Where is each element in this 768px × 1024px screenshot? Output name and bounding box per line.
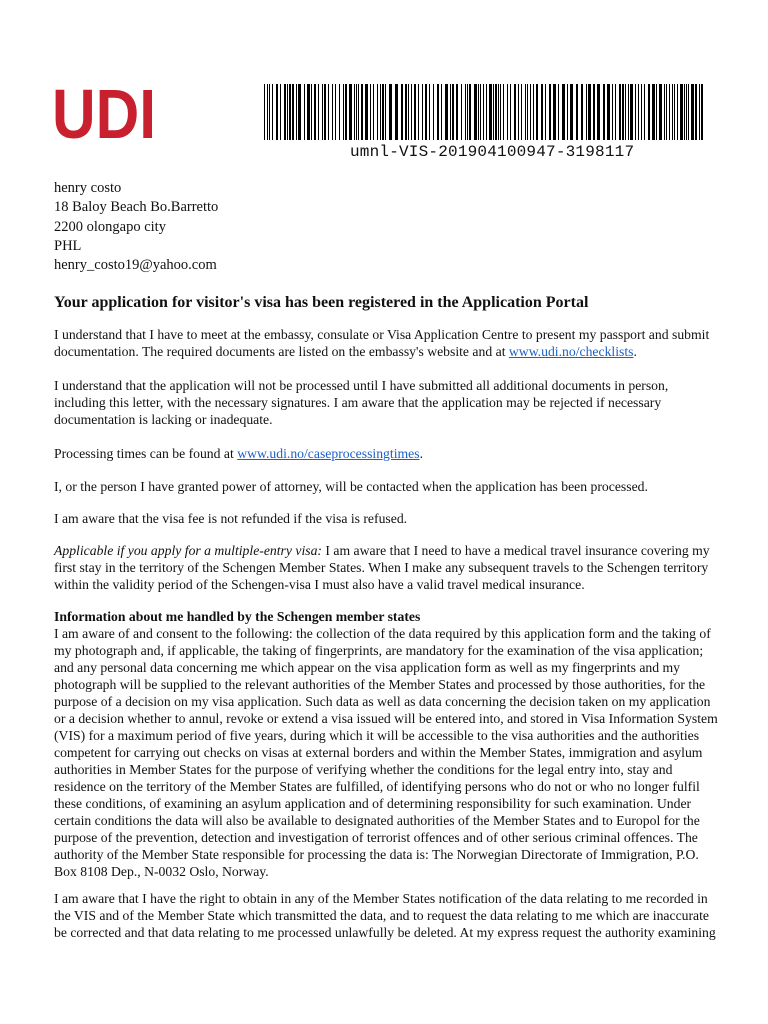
barcode-bar [638,84,639,140]
barcode-bar [622,84,624,140]
barcode-bar [289,84,291,140]
barcode-bar [586,84,587,140]
barcode-bar [686,84,687,140]
barcode-bar [588,84,591,140]
barcode-bar [641,84,642,140]
barcode-bar [264,84,265,140]
barcode-bar [672,84,673,140]
barcode-bar [287,84,288,140]
barcode-bar [425,84,427,140]
barcode-bar [581,84,583,140]
barcode-bar [373,84,374,140]
barcode-bar [518,84,519,140]
barcode-bar [452,84,454,140]
barcode-bar [343,84,344,140]
barcode-bar [493,84,494,140]
recipient-street: 18 Baloy Beach Bo.Barretto [54,199,219,216]
letter-body [54,179,720,940]
barcode-bar [695,84,697,140]
barcode-bar [558,84,559,140]
barcode-bar [361,84,363,140]
barcode-bar [269,84,270,140]
barcode-bar [445,84,448,140]
recipient-email: henry_costo19@yahoo.com [54,257,217,274]
paragraph-insurance: Applicable if you apply for a multiple-entry visa: I am aware that I need to have a medical travel insurance covering my first stay in the territory of the Schengen Member States. When I make any subsequent travels to the Schengen territory within the validity period of the Schengen-visa I must also have a valid travel medical insurance. [54,543,710,592]
checklists-link[interactable]: www.udi.no/checklists [508,344,634,359]
barcode-bar [429,84,430,140]
barcode-bar [405,84,407,140]
barcode-bar [688,84,689,140]
barcode-bar [533,84,534,140]
barcode-bar [467,84,468,140]
recipient-name: henry costo [54,180,122,196]
recipient-city: 2200 olongapo city [54,218,166,235]
barcode-bar [307,84,310,140]
barcode-bar [498,84,499,140]
barcode-bar [328,84,329,140]
paragraph-processing: I understand that the application will not be processed until I have submitted all additional documents in person, including this letter, with the necessary signatures. I am aware that the application may be rejected if necessary documentation is lacking or inadequate. [54,378,669,427]
barcode-bar [296,84,297,140]
barcode-bar [377,84,378,140]
barcode-bar [541,84,543,140]
barcode-bar [597,84,600,140]
paragraph-contact: I, or the person I have granted power of attorney, will be contacted when the application has been processed. [54,479,648,494]
barcode-bar [339,84,340,140]
barcode-bar [483,84,484,140]
barcode-bar [422,84,423,140]
barcode-bar [276,84,278,140]
barcode-bar [356,84,357,140]
barcode-bar [292,84,294,140]
barcode-bar [521,84,522,140]
barcode-bar [674,84,675,140]
barcode-bar [619,84,621,140]
barcode-bar [345,84,347,140]
schengen-heading: Information about me handled by the Schengen member states [54,609,421,624]
barcode-bar [603,84,605,140]
barcode-bar [433,84,434,140]
barcode-bar [335,84,336,140]
barcode-bar [385,84,386,140]
barcode-bar [389,84,392,140]
barcode-bar [562,84,565,140]
barcode-bar [684,84,685,140]
barcode-bar [272,84,273,140]
barcode-bar [480,84,481,140]
barcode-bar [669,84,670,140]
barcode-bar [530,84,531,140]
barcode-bar [322,84,323,140]
barcode-bar [408,84,409,140]
paragraph-rights: I am aware that I have the right to obtain in any of the Member States notification of the data relating to me recorded in the VIS and of the Member State which transmitted the data, and to request the data relating to me which are inaccurate be corrected and that data relating to me processed unlawfully be deleted. At my express request the authority examining [54,891,716,940]
barcode-bar [450,84,451,140]
barcode-bar [691,84,694,140]
barcode-bar [465,84,466,140]
barcode-bar [401,84,403,140]
barcode-bar [349,84,352,140]
barcode-bar [525,84,526,140]
barcode-bar [628,84,629,140]
barcode-bar [545,84,546,140]
barcode-code: umnl-VIS-201904100947-3198117 [350,143,635,161]
barcode-bar [625,84,626,140]
barcode-bar [370,84,371,140]
barcode [262,84,705,140]
barcode-bar [507,84,508,140]
barcode-bar [680,84,683,140]
barcode-bar [553,84,556,140]
barcode-bar [567,84,568,140]
barcode-bar [576,84,578,140]
barcode-bar [489,84,492,140]
paragraph-embassy: I understand that I have to meet at the embassy, consulate or Visa Application Centre to present my passport and submit documentation. The required documents are listed on the embassy's website and at www.udi.no/checklists. [54,327,710,359]
barcode-bar [304,84,305,140]
barcode-bar [267,84,268,140]
barcode-bar [314,84,316,140]
barcode-bar [514,84,516,140]
barcode-bar [664,84,665,140]
barcode-bar [380,84,381,140]
barcode-bar [437,84,439,140]
barcode-bar [382,84,384,140]
barcode-bar [395,84,398,140]
barcode-bar [311,84,312,140]
barcode-bar [503,84,504,140]
barcode-bar [699,84,700,140]
barcode-bar [615,84,616,140]
barcode-bar [593,84,595,140]
barcode-bar [280,84,281,140]
barcode-bar [701,84,703,140]
barcode-bar [358,84,359,140]
barcode-bar [495,84,497,140]
recipient-address [54,179,720,275]
barcode-bar [474,84,477,140]
udi-logo [52,75,156,153]
barcode-bar [612,84,613,140]
barcode-bar [478,84,479,140]
barcode-bar [648,84,650,140]
barcode-bar [656,84,657,140]
barcode-bar [284,84,286,140]
barcode-bar [411,84,412,140]
recipient-country: PHL [54,237,82,254]
barcode-bar [635,84,636,140]
barcode-bar [659,84,662,140]
barcode-bar [418,84,419,140]
barcode-bar [318,84,319,140]
barcode-bar [607,84,610,140]
barcode-bar [536,84,538,140]
barcode-bar [486,84,487,140]
paragraph-visa-fee: I am aware that the visa fee is not refunded if the visa is refused. [54,511,408,526]
barcode-bar [461,84,462,140]
barcode-bar [469,84,471,140]
barcode-bar [644,84,645,140]
barcode-bar [298,84,301,140]
barcode-bar [666,84,667,140]
barcode-bar [414,84,416,140]
barcode-bar [570,84,573,140]
barcode-bar [677,84,678,140]
barcode-bar [652,84,655,140]
barcode-bars [262,84,705,140]
barcode-bar [324,84,326,140]
barcode-bar [354,84,355,140]
barcode-bar [630,84,633,140]
barcode-bar [500,84,501,140]
barcode-bar [510,84,511,140]
logo-text: UDI [52,75,156,153]
paragraph-schengen-data: Information about me handled by the Schengen member states I am aware of and consent to the following: the collection of the data required by this application form and the taking of my photograph and, if applicable, the taking of fingerprints, are mandatory for the examination of the visa application; and any personal data concerning me which appear on the visa application form as well as my fingerprints and my photograph will be supplied to the relevant authorities of the Member States and processed by those authorities, for the purpose of a decision on my visa application. Such data as well as data concerning the decision taken on my application or a decision whether to annul, revoke or extend a visa issued will be entered into, and stored in Visa Information System (VIS) for a maximum period of five years, during which it will be accessible to the visa authorities and the authorities competent for carrying out checks on visas at external borders and within the Member States, immigration and asylum authorities in Member States for the purpose of verifying whether the conditions for the legal entry into, stay and residence on the territory of the Member States are fulfilled, of identifying persons who do not or who no longer fulfil these conditions, of examining an asylum application and of determining responsibility for such examination. Under certain conditions the data will also be available to designated authorities of the Member States and to Europol for the purpose of the prevention, detection and investigation of terrorist offences and of other serious criminal offences. The authority of the Member State responsible for processing the data is: The Norwegian Directorate of Immigration, P.O. Box 8108 Dep., N-0032 Oslo, Norway. [54,609,718,879]
barcode-bar [365,84,368,140]
caseprocessingtimes-link[interactable]: www.udi.no/caseprocessingtimes [237,446,420,461]
paragraph-processing-times: Processing times can be found at www.udi.no/caseprocessingtimes. [54,446,423,461]
barcode-bar [441,84,442,140]
barcode-bar [456,84,458,140]
letter-heading: Your application for visitor's visa has been registered in the Application Portal [54,294,589,311]
barcode-bar [549,84,551,140]
barcode-bar [332,84,333,140]
barcode-bar [527,84,528,140]
